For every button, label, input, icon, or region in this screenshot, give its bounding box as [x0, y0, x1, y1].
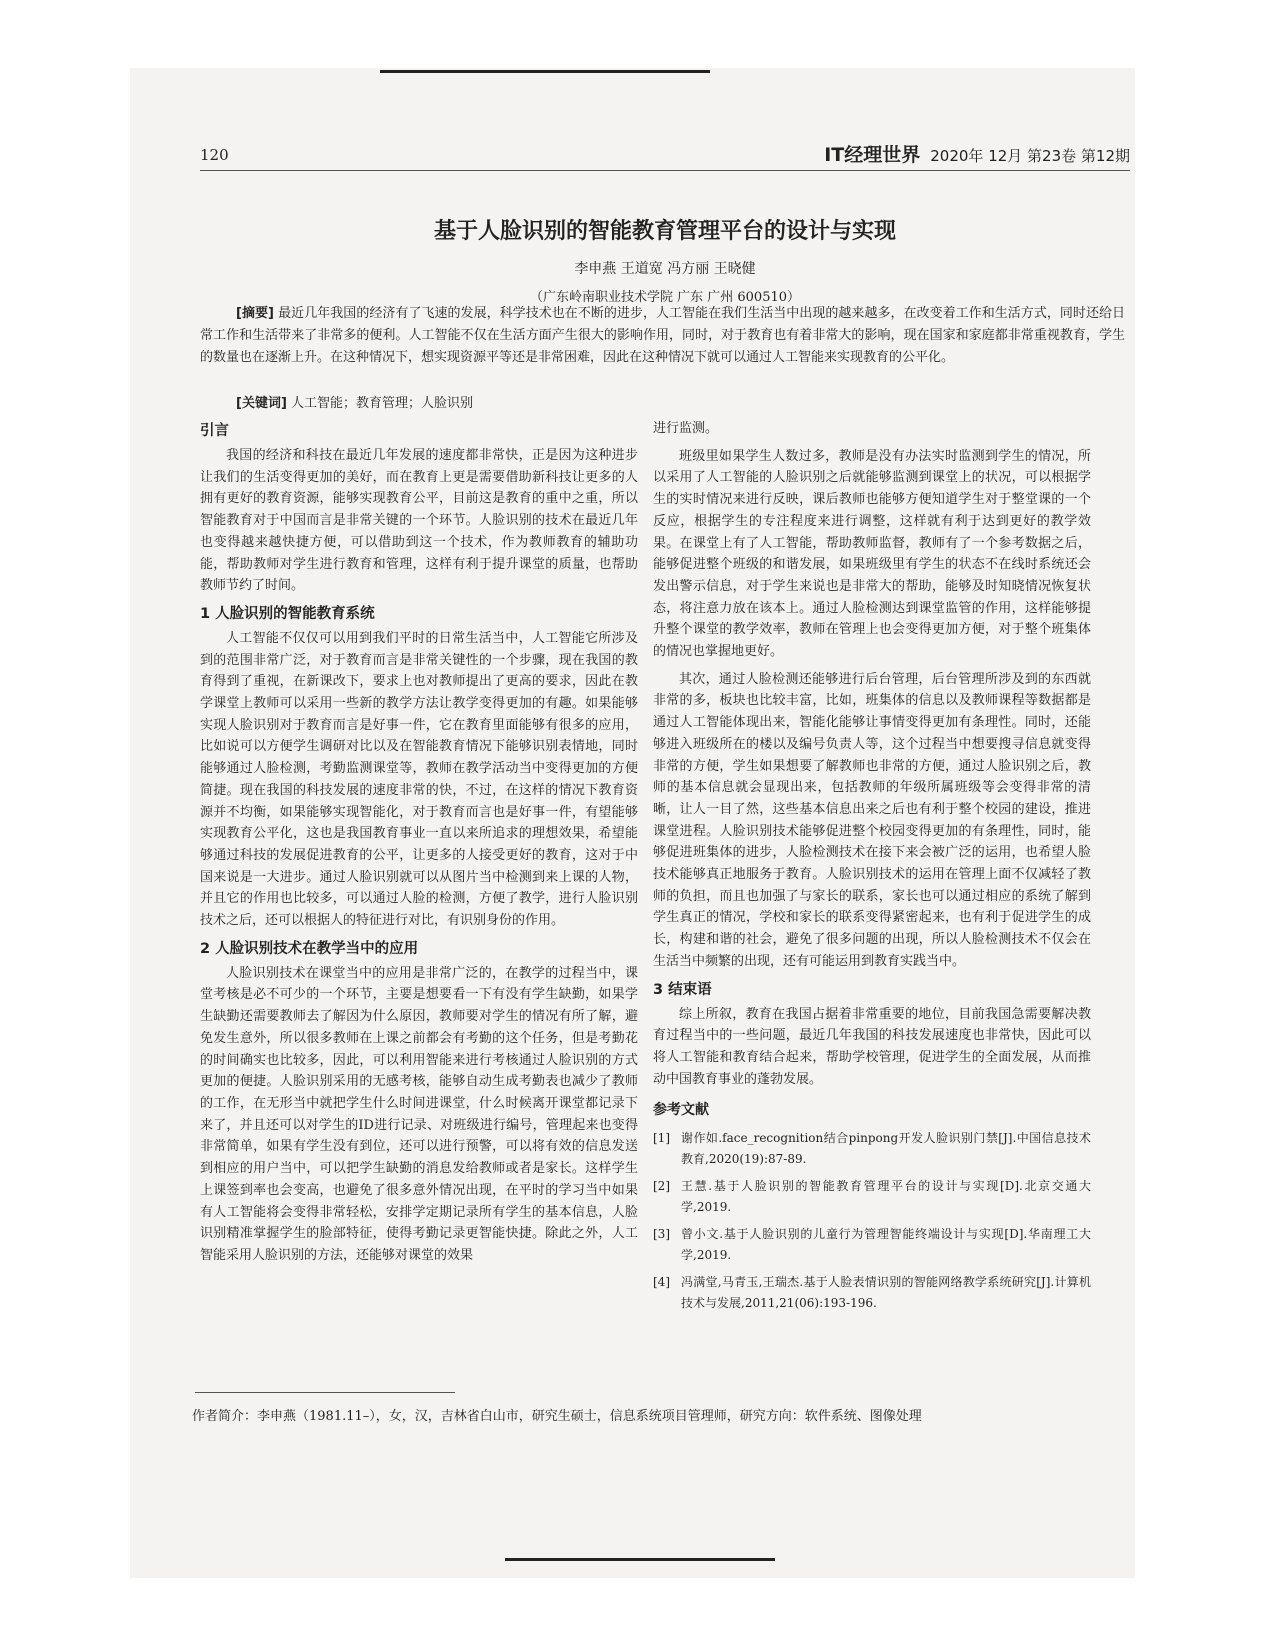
keywords	[236, 392, 473, 411]
paper-title: 基于人脸识别的智能教育管理平台的设计与实现	[433, 219, 896, 244]
scan-top-edge	[380, 70, 710, 73]
paper-authors: 李申燕 王道宽 冯方丽 王晓健	[574, 261, 756, 277]
page-number: 120	[200, 146, 229, 164]
intro-paragraph: 我国的经济和科技在最近几年发展的速度都非常快，正是因为这种进步让我们的生活变得更加的美好，而在教育上更是需要借助新科技让更多的人拥有更好的教育资源，能够实现教育公平，目前这是教育的重中之重，所以智能教育对于中国而言是非常关键的一个环节。人脸识别的技术在最近几年也变得越来越快捷方便，可以借助到这一个技术，作为教师教育的辅助功能，帮助教师对学生进行教育和管理，这样有利于提升课堂的质量，也帮助教师节约了时间。	[200, 448, 638, 594]
abstract-label: [摘要]	[236, 306, 274, 321]
reference-list	[653, 1128, 1091, 1314]
reference-item	[653, 1272, 1091, 1314]
section-heading-2: 2 人脸识别技术在教学当中的应用	[200, 940, 419, 957]
section-heading-1: 1 人脸识别的智能教育系统	[200, 605, 375, 622]
section-1-paragraph: 人工智能不仅仅可以用到我们平时的日常生活当中，人工智能它所涉及到的范围非常广泛，对于教育而言是非常关键性的一个步骤，现在我国的教育得到了重视，在新课改下，要求上也对教师提出了更高的要求，因此在教学课堂上教师可以采用一些新的教学方法让教学变得更加的有趣。如果能够实现人脸识别对于教育而言是好事一件，它在教育里面能够有很多的应用，比如说可以方便学生调研对比以及在智能教育情况下能够识别表情地，同时能够通过人脸检测，考勤监测课堂等，教师在教学活动当中变得更加的方便简捷。现在我国的科技发展的速度非常的快，不过，在这样的情况下教育资源并不均衡，如果能够实现智能化，对于教育而言也是好事一件，有望能够实现教育公平化，这也是我国教育事业一直以来所追求的理想效果，希望能够通过科技的发展促进教育的公平，让更多的人接受更好的教育，这对于中国来说是一大进步。通过人脸识别就可以从图片当中检测到来上课的人物，并且它的作用也比较多，可以通过人脸的检测，方便了教学，进行人脸识别技术之后，还可以根据人的特征进行对比，有识别身份的作用。	[200, 630, 638, 929]
left-column	[200, 418, 638, 1273]
references-heading: 参考文献	[653, 1102, 709, 1119]
journal-brand: IT经理世界	[824, 144, 921, 166]
author-footnote: 作者简介：李申燕（1981.11–），女，汉，吉林省白山市，研究生硕士，信息系统项目管理师，研究方向：软件系统、图像处理	[192, 1409, 922, 1424]
abstract-text: 最近几年我国的经济有了飞速的发展，科学技术也在不断的进步，人工智能在我们生活当中出现的越来越多，在改变着工作和生活方式，同时还给日常工作和生活带来了非常多的便利。人工智能不仅在生活方面产生很大的影响作用，同时，对于教育也有着非常大的影响，现在国家和家庭都非常重视教育，学生的数量也在逐渐上升。在这种情况下，想实现资源平等还是非常困难，因此在这种情况下就可以通过人工智能来实现教育的公平化。	[200, 306, 1125, 365]
section-3-paragraph: 综上所叙，教育在我国占据着非常重要的地位，目前我国急需要解决教育过程当中的一些问题，最近几年我国的科技发展速度也非常快，因此可以将人工智能和教育结合起来，帮助学校管理，促进学生的全面发展，从而推动中国教育事业的蓬勃发展。	[653, 1006, 1091, 1087]
keywords-label: [关键词]	[236, 396, 287, 411]
reference-item	[653, 1176, 1091, 1218]
section-2-paragraph-1: 人脸识别技术在课堂当中的应用是非常广泛的，在教学的过程当中，课堂考核是必不可少的一个环节，主要是想要看一下有没有学生缺勤，如果学生缺勤还需要教师去了解因为什么原因，教师要对学生的情况有所了解，避免发生意外，所以很多教师在上课之前都会有考勤的这个任务，但是考勤花的时间确实也比较多，因此，可以利用智能来进行考核通过人脸识别的方式更加的便捷。人脸识别采用的无感考核，能够自动生成考勤表也减少了教师的工作，在无形当中就把学生什么时间进课堂，什么时候离开课堂都记录下来了，并且还可以对学生的ID进行记录、对班级进行编号，管理起来也变得非常简单，如果有学生没有到位，还可以进行预警，可以将有效的信息发送到相应的用户当中，可以把学生缺勤的消息发给教师或者是家长。这样学生上课签到率也会变高，也避免了很多意外情况出现，在平时的学习当中如果有人工智能将会变得非常轻松，安排学定期记录所有学生的基本信息，人脸识别精准掌握学生的脸部特征，使得考勤记录更智能快捷。除此之外，人工智能采用人脸识别的方法，还能够对课堂的效果	[200, 965, 638, 1263]
reference-number: [3]	[653, 1227, 670, 1242]
section-2-paragraph-2: 班级里如果学生人数过多，教师是没有办法实时监测到学生的情况，所以采用了人工智能的人脸识别之后就能够监测到课堂上的状况，可以根据学生的实时情况来进行反映，课后教师也能够方便知道学生对于整堂课的一个反应，根据学生的专注程度来进行调整，这样就有利于达到更好的教学效果。在课堂上有了人工智能，帮助教师监督，教师有了一个参考数据之后，能够促进整个班级的和谐发展，如果班级里有学生的状态不在线时系统还会发出警示信息，对于学生来说也是非常大的帮助，能够及时知晓情况恢复状态，将注意力放在该本上。通过人脸检测达到课堂监管的作用，这样能够提升整个课堂的教学效率，教师在管理上也会变得更加方便，对于整个班集体的情况也掌握地更好。	[653, 448, 1091, 660]
section-2-paragraph-1-continued: 进行监测。	[653, 421, 719, 436]
reference-item	[653, 1128, 1091, 1170]
abstract	[200, 303, 1125, 369]
running-header	[200, 140, 1130, 180]
reference-text: 王慧.基于人脸识别的智能教育管理平台的设计与实现[D].北京交通大学,2019.	[681, 1179, 1091, 1215]
reference-number: [1]	[653, 1131, 670, 1146]
right-column	[653, 418, 1091, 1320]
section-heading-3: 3 结束语	[653, 981, 712, 998]
reference-text: 谢作如.face_recognition结合pinpong开发人脸识别门禁[J].中国信息技术教育,2020(19):87-89.	[681, 1131, 1091, 1167]
keywords-text: 人工智能；教育管理；人脸识别	[291, 396, 474, 411]
paper-affiliation: （广东岭南职业技术学院 广东 广州 600510）	[529, 290, 801, 305]
reference-text: 冯满堂,马青玉,王瑞杰.基于人脸表情识别的智能网络教学系统研究[J].计算机技术与发展,2011,21(06):193-196.	[681, 1275, 1091, 1311]
reference-number: [4]	[653, 1275, 670, 1290]
section-2-paragraph-3: 其次，通过人脸检测还能够进行后台管理，后台管理所涉及到的东西就非常的多，板块也比较丰富，比如，班集体的信息以及教师课程等数据都是通过人工智能体现出来，智能化能够让事情变得更加有条理性。同时，还能够进入班级所在的楼以及编号负责人等，这个过程当中想要搜寻信息就变得非常的方便，学生如果想要了解教师也非常的方便，通过人脸识别之后，教师的基本信息就会显现出来，包括教师的年级所属班级等会变得非常的清晰，让人一目了然，这些基本信息出来之后也有利于整个校园的建设，推进课堂进程。人脸识别技术能够促进整个校园变得更加的有条理性，同时，能够促进班集体的进步，人脸检测技术在接下来会被广泛的运用，也希望人脸技术能够真正地服务于教育。人脸识别技术的运用在管理上面不仅减轻了教师的负担，而且也加强了与家长的联系，家长也可以通过相应的系统了解到学生真正的情况，学校和家长的联系变得紧密起来，也有利于促进学生的成长，构建和谐的社会，避免了很多问题的出现，所以人脸检测技术不仅会在生活当中频繁的出现，还有可能运用到教育实践当中。	[653, 671, 1091, 969]
reference-number: [2]	[653, 1179, 670, 1194]
section-heading-intro: 引言	[200, 423, 229, 439]
journal-info	[824, 140, 1130, 167]
footnote-divider	[195, 1392, 455, 1393]
reference-text: 曾小文.基于人脸识别的儿童行为管理智能终端设计与实现[D].华南理工大学,2019.	[681, 1227, 1091, 1263]
reference-item	[653, 1224, 1091, 1266]
header-divider	[200, 170, 1130, 171]
scan-bottom-edge	[505, 1558, 775, 1561]
journal-issue: 2020年 12月 第23卷 第12期	[930, 147, 1130, 165]
